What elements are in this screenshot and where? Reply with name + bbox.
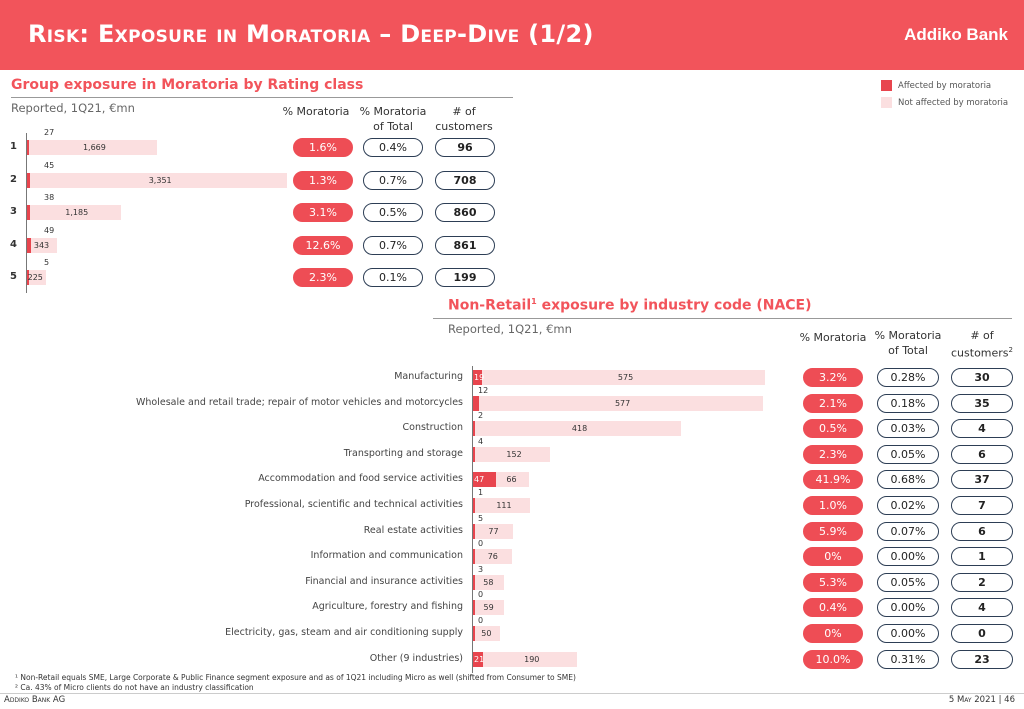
nace-value-not-affected-3: 152 — [506, 449, 522, 459]
nace-of-total-6: 0.07% — [877, 522, 939, 541]
rating-moratoria-pct-2: 1.3% — [293, 171, 353, 190]
nace-value-not-affected-5: 111 — [496, 501, 512, 510]
nace-value-affected-9: 0 — [478, 590, 484, 600]
nace-label-2: Construction — [402, 422, 463, 434]
nace-label-4: Accommodation and food service activities — [258, 473, 463, 485]
nace-customers-4: 37 — [951, 470, 1013, 489]
rating-value-not-affected-2: 3,351 — [148, 175, 172, 185]
nace-value-not-affected-7: 76 — [487, 552, 498, 562]
nace-label-10: Electricity, gas, steam and air conditioning supply — [225, 627, 463, 638]
rating-value-not-affected-1: 1,669 — [82, 143, 106, 152]
nace-label-5: Professional, scientific and technical activities — [244, 499, 463, 510]
nace-moratoria-pct-8: 5.3% — [803, 573, 863, 592]
rating-label-1: 1 — [10, 141, 17, 152]
nace-customers-2: 4 — [951, 419, 1013, 438]
legend-swatch-affected — [881, 80, 892, 91]
nace-moratoria-pct-4: 41.9% — [803, 470, 863, 489]
footer-company: Addiko Bank AG — [4, 695, 66, 705]
rating-customers-2: 708 — [435, 171, 495, 190]
nace-customers-5: 7 — [951, 496, 1013, 515]
rating-moratoria-pct-4: 12.6% — [293, 236, 353, 255]
nace-value-affected-3: 4 — [478, 436, 484, 446]
nace-value-affected-10: 0 — [478, 616, 484, 625]
nace-section-subtitle: Reported, 1Q21, €mn — [448, 322, 572, 336]
nace-moratoria-pct-7: 0% — [803, 547, 863, 566]
nace-value-not-affected-10: 50 — [481, 629, 492, 638]
nace-label-1: Wholesale and retail trade; repair of motor vehicles and motorcycles — [136, 396, 463, 408]
rating-customers-3: 860 — [435, 203, 495, 222]
rating-section-subtitle: Reported, 1Q21, €mn — [11, 101, 135, 115]
nace-of-total-4: 0.68% — [877, 470, 939, 489]
nace-value-affected-11: 21 — [474, 654, 485, 664]
nace-value-affected-4: 47 — [474, 475, 485, 485]
nace-label-3: Transporting and storage — [343, 447, 463, 459]
nace-value-affected-0: 19 — [474, 373, 485, 382]
nace-of-total-9: 0.00% — [877, 598, 939, 617]
rating-value-affected-5: 5 — [44, 258, 50, 267]
nace-value-affected-6: 5 — [478, 513, 484, 523]
nace-moratoria-pct-1: 2.1% — [803, 394, 863, 413]
nace-customers-6: 6 — [951, 522, 1013, 541]
nace-value-affected-1: 12 — [478, 385, 489, 395]
nace-customers-9: 4 — [951, 598, 1013, 617]
rating-label-5: 5 — [10, 271, 17, 282]
nace-label-0: Manufacturing — [394, 371, 463, 382]
nace-section-title: Non-Retail$^1$ exposure by industry code (NACE) — [448, 297, 812, 314]
page-title: Risk: Exposure in Moratoria – Deep-Dive (1/2) — [28, 20, 594, 48]
rating-value-affected-3: 38 — [44, 193, 55, 202]
nace-moratoria-pct-3: 2.3% — [803, 445, 863, 464]
legend-swatch-not-affected — [881, 97, 892, 108]
nace-value-not-affected-9: 59 — [483, 603, 494, 613]
rating-of-total-4: 0.7% — [363, 236, 423, 255]
rating-label-3: 3 — [10, 206, 17, 217]
rating-of-total-3: 0.5% — [363, 203, 423, 222]
rating-moratoria-pct-3: 3.1% — [293, 203, 353, 222]
rating-value-affected-2: 45 — [44, 160, 55, 170]
nace-moratoria-pct-2: 0.5% — [803, 419, 863, 438]
nace-label-8: Financial and insurance activities — [305, 575, 463, 587]
rating-col-of-total: % Moratoria of Total — [359, 105, 427, 133]
rating-value-affected-4: 49 — [44, 225, 55, 235]
rating-moratoria-pct-1: 1.6% — [293, 138, 353, 157]
nace-value-affected-5: 1 — [478, 488, 484, 497]
rating-of-total-1: 0.4% — [363, 138, 423, 157]
rating-section-title: Group exposure in Moratoria by Rating class — [11, 77, 364, 93]
nace-label-11: Other (9 industries) — [369, 652, 463, 664]
nace-of-total-5: 0.02% — [877, 496, 939, 515]
nace-col-of-total: % Moratoria of Total — [874, 329, 942, 357]
nace-value-not-affected-4: 66 — [506, 475, 517, 485]
nace-value-not-affected-8: 58 — [483, 577, 494, 587]
nace-col-customers: # of customers$^2$ — [951, 329, 1013, 360]
nace-moratoria-pct-10: 0% — [803, 624, 863, 643]
nace-moratoria-pct-9: 0.4% — [803, 598, 863, 617]
rating-customers-5: 199 — [435, 268, 495, 287]
rating-of-total-5: 0.1% — [363, 268, 423, 287]
nace-customers-7: 1 — [951, 547, 1013, 566]
nace-of-total-2: 0.03% — [877, 419, 939, 438]
nace-of-total-1: 0.18% — [877, 394, 939, 413]
rating-value-not-affected-4: 343 — [33, 240, 50, 250]
rating-col-customers: # of customers — [435, 105, 493, 133]
footnote-2: ² Ca. 43% of Micro clients do not have an industry classification — [15, 683, 254, 692]
nace-value-not-affected-0: 575 — [617, 373, 634, 382]
nace-value-affected-8: 3 — [478, 564, 484, 574]
nace-label-9: Agriculture, forestry and fishing — [312, 601, 463, 613]
rating-customers-4: 861 — [435, 236, 495, 255]
nace-value-affected-7: 0 — [478, 539, 484, 549]
nace-value-not-affected-1: 577 — [614, 398, 631, 408]
nace-customers-11: 23 — [951, 650, 1013, 669]
nace-value-not-affected-2: 418 — [571, 424, 588, 434]
nace-label-6: Real estate activities — [363, 524, 463, 536]
nace-customers-10: 0 — [951, 624, 1013, 643]
nace-customers-1: 35 — [951, 394, 1013, 413]
nace-customers-0: 30 — [951, 368, 1013, 387]
nace-customers-3: 6 — [951, 445, 1013, 464]
legend-not-affected: Not affected by moratoria — [881, 97, 1008, 108]
nace-moratoria-pct-11: 10.0% — [803, 650, 863, 669]
nace-moratoria-pct-6: 5.9% — [803, 522, 863, 541]
rating-col-moratoria: % Moratoria — [282, 105, 350, 118]
footnote-1: ¹ Non-Retail equals SME, Large Corporate & Public Finance segment exposure and as of 1Q21 including Micro as well (shifted from Consumer to SME) — [15, 673, 576, 682]
nace-value-affected-2: 2 — [478, 411, 484, 421]
footer-rule — [0, 693, 1024, 694]
nace-col-moratoria: % Moratoria — [799, 331, 867, 344]
nace-of-total-0: 0.28% — [877, 368, 939, 387]
nace-value-not-affected-6: 77 — [488, 526, 499, 536]
nace-customers-8: 2 — [951, 573, 1013, 592]
addiko-logo: Addiko Bank — [904, 25, 1008, 44]
rating-title-rule — [11, 97, 513, 98]
legend-affected: Affected by moratoria — [881, 80, 991, 91]
footer-date-page: 5 May 2021 | 46 — [948, 695, 1015, 705]
rating-value-affected-1: 27 — [44, 128, 55, 137]
nace-of-total-7: 0.00% — [877, 547, 939, 566]
nace-of-total-10: 0.00% — [877, 624, 939, 643]
nace-value-not-affected-11: 190 — [524, 654, 540, 664]
nace-of-total-11: 0.31% — [877, 650, 939, 669]
nace-moratoria-pct-0: 3.2% — [803, 368, 863, 387]
rating-customers-1: 96 — [435, 138, 495, 157]
header-bar — [0, 0, 1024, 70]
nace-title-rule — [433, 318, 1012, 319]
nace-label-7: Information and communication — [310, 550, 463, 562]
rating-of-total-2: 0.7% — [363, 171, 423, 190]
nace-of-total-3: 0.05% — [877, 445, 939, 464]
rating-moratoria-pct-5: 2.3% — [293, 268, 353, 287]
nace-moratoria-pct-5: 1.0% — [803, 496, 863, 515]
rating-label-2: 2 — [10, 173, 17, 185]
rating-value-not-affected-3: 1,185 — [65, 208, 89, 217]
nace-of-total-8: 0.05% — [877, 573, 939, 592]
rating-value-not-affected-5: 225 — [27, 273, 43, 282]
rating-label-4: 4 — [10, 238, 17, 250]
